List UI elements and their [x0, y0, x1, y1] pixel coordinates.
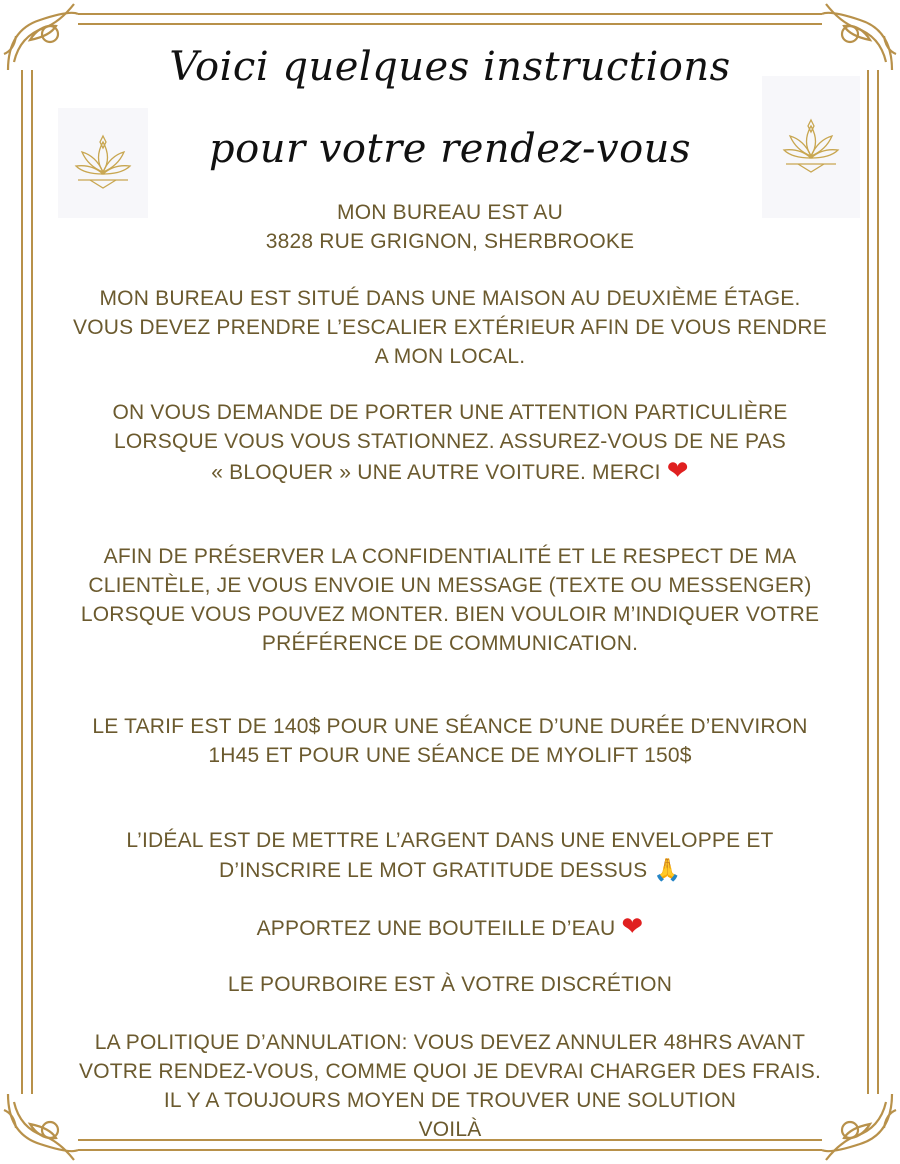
envelope-section: [30, 826, 870, 885]
water-line: APPORTEZ UNE BOUTEILLE D’EAU: [256, 917, 616, 940]
confidentiality-line: PRÉFÉRENCE DE COMMUNICATION.: [261, 632, 639, 655]
cancellation-section: [30, 1028, 870, 1144]
tip-line: LE POURBOIRE EST À VOTRE DISCRÉTION: [227, 973, 673, 996]
rates-line: LE TARIF EST DE 140$ POUR UNE SÉANCE D’UNE DURÉE D’ENVIRON: [92, 715, 808, 738]
envelope-line: D’INSCRIRE LE MOT GRATITUDE DESSUS: [218, 859, 648, 882]
parking-line: « BLOQUER » UNE AUTRE VOITURE. MERCI: [211, 461, 661, 484]
address-line: MON BUREAU EST AU: [337, 201, 563, 224]
location-section: [30, 284, 870, 371]
location-line: MON BUREAU EST SITUÉ DANS UNE MAISON AU DEUXIÈME ÉTAGE.: [99, 287, 801, 310]
cancellation-line: LA POLITIQUE D’ANNULATION: VOUS DEVEZ ANNULER 48HRS AVANT: [94, 1031, 806, 1054]
tip-section: [30, 970, 870, 999]
parking-section: [30, 398, 870, 487]
address-section: [30, 198, 870, 256]
confidentiality-line: LORSQUE VOUS POUVEZ MONTER. BIEN VOULOIR M’INDIQUER VOTRE: [80, 603, 820, 626]
confidentiality-section: [30, 542, 870, 658]
parking-line: LORSQUE VOUS VOUS STATIONNEZ. ASSUREZ-VOUS DE NE PAS: [113, 430, 787, 453]
water-section: [30, 912, 870, 943]
cancellation-line: VOILÀ: [418, 1118, 482, 1141]
cancellation-line: VOTRE RENDEZ-VOUS, COMME QUOI JE DEVRAI CHARGER DES FRAIS.: [78, 1060, 822, 1083]
location-line: A MON LOCAL.: [374, 345, 526, 368]
heart-icon: ❤: [621, 911, 644, 941]
page-title-line-2: pour votre rendez-vous: [209, 126, 691, 172]
page-title-line-1: Voici quelques instructions: [169, 44, 731, 90]
heart-icon: ❤: [666, 455, 689, 485]
address-line: 3828 RUE GRIGNON, SHERBROOKE: [265, 230, 635, 253]
parking-line: ON VOUS DEMANDE DE PORTER UNE ATTENTION PARTICULIÈRE: [112, 401, 788, 424]
location-line: VOUS DEVEZ PRENDRE L’ESCALIER EXTÉRIEUR AFIN DE VOUS RENDRE: [73, 316, 827, 339]
parking-line-with-heart: [30, 456, 870, 487]
rates-line: 1H45 ET POUR UNE SÉANCE DE MYOLIFT 150$: [208, 744, 692, 767]
praying-hands-icon: 🙏: [653, 857, 682, 882]
cancellation-line: IL Y A TOUJOURS MOYEN DE TROUVER UNE SOLUTION: [163, 1089, 737, 1112]
confidentiality-line: CLIENTÈLE, JE VOUS ENVOIE UN MESSAGE (TEXTE OU MESSENGER): [88, 574, 812, 597]
confidentiality-line: AFIN DE PRÉSERVER LA CONFIDENTIALITÉ ET LE RESPECT DE MA: [103, 545, 797, 568]
envelope-line: L’IDÉAL EST DE METTRE L’ARGENT DANS UNE ENVELOPPE ET: [126, 829, 774, 852]
envelope-line-with-icon: [30, 855, 870, 885]
rates-section: [30, 712, 870, 770]
